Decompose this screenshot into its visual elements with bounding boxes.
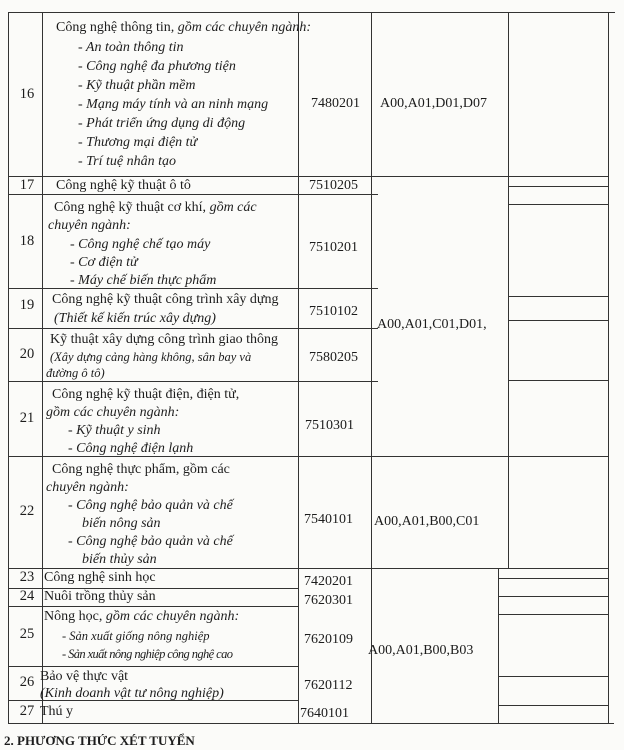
program-code: 7620109 (304, 632, 353, 647)
program-suffix: , gồm các chuyên ngành: (170, 20, 312, 35)
specialization-item: - Trí tuệ nhân tạo (78, 154, 177, 169)
row-number: 25 (19, 626, 35, 642)
program-name-line2: (Kinh doanh vật tư nông nghiệp) (40, 686, 224, 701)
program-title: Công nghệ kỹ thuật cơ khí, (54, 200, 207, 215)
row-number: 22 (19, 503, 35, 519)
program-name-line2: (Thiết kế kiến trúc xây dựng) (54, 311, 216, 326)
row-border (508, 320, 608, 321)
specialization-item: - Kỹ thuật y sinh (68, 423, 161, 438)
program-code: 7510301 (305, 418, 354, 433)
program-suffix: gồm các (206, 200, 257, 215)
program-code: 7420201 (304, 574, 353, 589)
program-name: Công nghệ kỹ thuật công trình xây dựng (52, 292, 279, 307)
row-border (498, 578, 608, 579)
program-name: Thú y (40, 704, 74, 719)
program-name-line2: chuyên ngành: (48, 218, 131, 233)
row-number: 24 (19, 588, 35, 604)
specialization-item: - Máy chế biến thực phẩm (70, 273, 217, 288)
subject-combination: A00,A01,B00,C01 (374, 514, 480, 529)
row-border (8, 12, 615, 13)
row-border (498, 676, 608, 677)
specialization-item: biến thủy sản (82, 552, 157, 567)
col-border (508, 12, 509, 568)
row-border (8, 723, 614, 724)
col-border (608, 12, 609, 723)
specialization-item: - Cơ điện tử (70, 255, 138, 270)
program-name: Bảo vệ thực vật (40, 669, 129, 684)
program-name: Kỹ thuật xây dựng công trình giao thông (50, 332, 279, 347)
col-border (42, 12, 43, 723)
specialization-item: - Kỹ thuật phần mềm (78, 78, 196, 93)
subject-combination: A00,A01,C01,D01, (377, 317, 487, 332)
row-border (498, 596, 608, 597)
row-border (508, 204, 608, 205)
program-name-line2: (Xây dựng cảng hàng không, sân bay và (50, 350, 252, 364)
row-border (508, 380, 608, 381)
program-code: 7510201 (309, 240, 358, 255)
row-border (498, 705, 608, 706)
row-number: 27 (19, 703, 35, 719)
program-code: 7640101 (300, 706, 349, 721)
row-number: 17 (19, 177, 35, 193)
row-number: 26 (19, 674, 35, 690)
row-number: 23 (19, 569, 35, 585)
subject-combination: A00,A01,D01,D07 (380, 96, 487, 111)
row-number: 20 (19, 346, 35, 362)
program-code: 7480201 (311, 96, 360, 111)
specialization-item: - Phát triển ứng dụng di động (78, 116, 246, 131)
col-border (298, 12, 299, 723)
program-name: Công nghệ sinh học (44, 570, 156, 585)
program-suffix: gồm các chuyên ngành: (102, 609, 240, 624)
program-code: 7540101 (304, 512, 353, 527)
program-name (54, 198, 257, 217)
specialization-item: - Công nghệ điện lạnh (68, 441, 194, 456)
row-number: 19 (19, 297, 35, 313)
section-heading: 2. PHƯƠNG THỨC XÉT TUYỂN (4, 733, 195, 748)
specialization-item: - Công nghệ bảo quản và chế (68, 534, 233, 549)
row-border (508, 186, 608, 187)
row-number: 16 (19, 86, 35, 102)
program-name: Nuôi trồng thủy sản (44, 589, 156, 604)
program-title: Nông học, (44, 609, 103, 624)
program-title: Công nghệ thông tin (56, 20, 171, 35)
program-name: Công nghệ thực phẩm, gồm các (52, 462, 230, 477)
program-name (56, 18, 311, 37)
program-code: 7510205 (309, 178, 358, 193)
program-code: 7620301 (304, 593, 353, 608)
specialization-item: - Công nghệ đa phương tiện (78, 59, 236, 74)
col-border (371, 12, 372, 723)
row-border (8, 328, 378, 329)
specialization-item: - An toàn thông tin (78, 40, 184, 55)
row-number: 18 (19, 233, 35, 249)
row-border (498, 614, 608, 615)
program-code: 7510102 (309, 304, 358, 319)
program-name: Công nghệ kỹ thuật ô tô (56, 178, 191, 193)
specialization-item: - Thương mại điện tử (78, 135, 198, 150)
row-border (508, 296, 608, 297)
row-number: 21 (19, 410, 35, 426)
specialization-item: - Sản xuất giống nông nghiệp (62, 629, 210, 643)
program-name-line2: gồm các chuyên ngành: (46, 405, 180, 420)
specialization-item: - Công nghệ bảo quản và chế (68, 498, 233, 513)
program-name-line3: đường ô tô) (46, 366, 105, 380)
subject-combination: A00,A01,B00,B03 (368, 643, 474, 658)
specialization-item: biến nông sản (82, 516, 161, 531)
specialization-item: - Mạng máy tính và an ninh mạng (78, 97, 269, 112)
col-border (8, 12, 9, 723)
specialization-item: - Sản xuất nông nghiệp công nghệ cao (62, 647, 233, 661)
specialization-item: - Công nghệ chế tạo máy (70, 237, 211, 252)
program-name: Công nghệ kỹ thuật điện, điện tử, (52, 387, 240, 402)
col-border (498, 568, 499, 723)
program-name-line2: chuyên ngành: (46, 480, 129, 495)
program-code: 7580205 (309, 350, 358, 365)
program-code: 7620112 (304, 678, 353, 693)
program-name (44, 607, 239, 626)
